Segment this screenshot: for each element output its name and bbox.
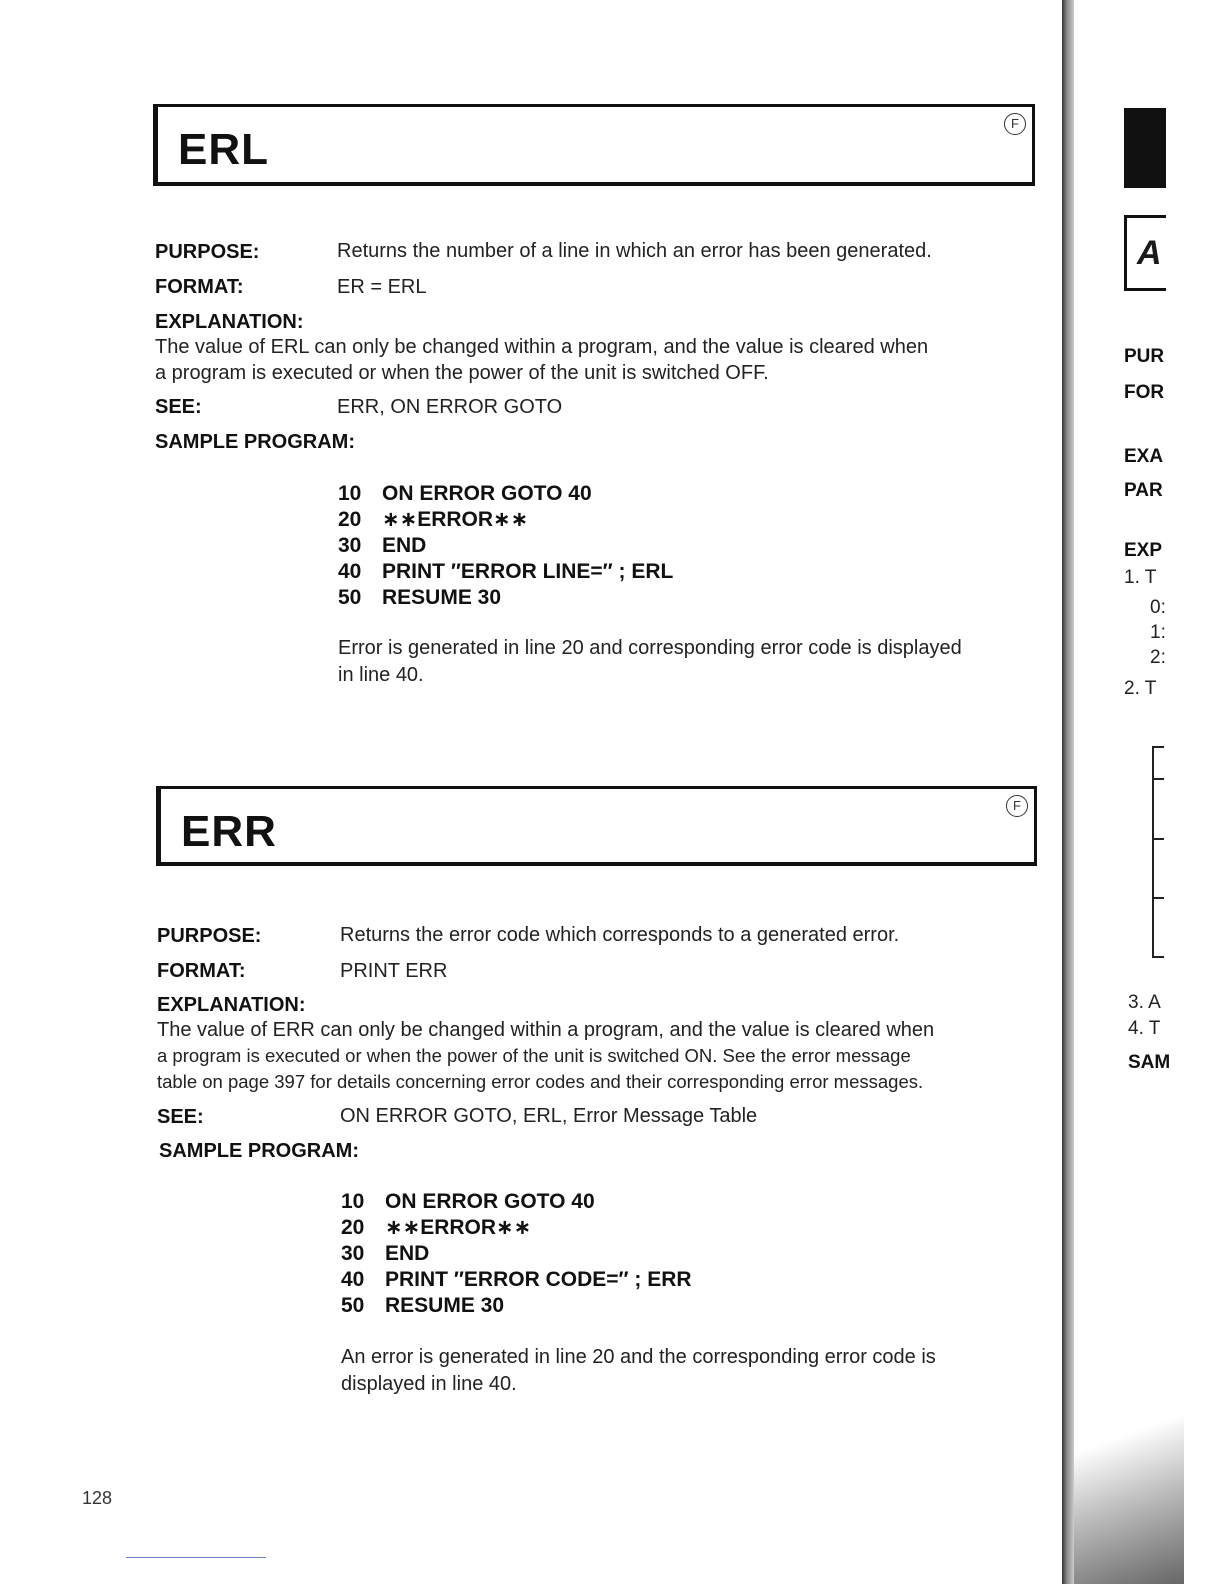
- erl-purpose-text: Returns the number of a line in which an error has been generated.: [337, 240, 932, 262]
- next-page-item: 3. A: [1128, 992, 1161, 1013]
- function-mark-icon: F: [1004, 113, 1026, 135]
- erl-see-label: SEE:: [155, 396, 202, 418]
- err-see-label: SEE:: [157, 1106, 204, 1128]
- erl-explanation-label: EXPLANATION:: [155, 311, 304, 333]
- erl-code-line: 10 ON ERROR GOTO 40: [338, 482, 592, 505]
- erl-title-box: [153, 104, 1035, 186]
- err-format-text: PRINT ERR: [340, 960, 448, 982]
- function-mark-icon: F: [1006, 795, 1028, 817]
- erl-format-text: ER = ERL: [337, 276, 427, 298]
- erl-see-text: ERR, ON ERROR GOTO: [337, 396, 563, 418]
- err-sample-label: SAMPLE PROGRAM:: [159, 1140, 359, 1162]
- erl-title: ERL: [178, 125, 269, 174]
- err-code-line: 10 ON ERROR GOTO 40: [341, 1190, 595, 1213]
- err-code-line: 30 END: [341, 1242, 430, 1265]
- erl-code-line: 30 END: [338, 534, 427, 557]
- next-page-title-box: [1124, 215, 1166, 291]
- next-page-diagram-tick: [1152, 897, 1164, 899]
- erl-code-line: 50 RESUME 30: [338, 586, 502, 609]
- err-purpose-text: Returns the error code which corresponds to a generated error.: [340, 924, 900, 946]
- err-purpose-label: PURPOSE:: [157, 925, 262, 947]
- err-see-text: ON ERROR GOTO, ERL, Error Message Table: [340, 1105, 758, 1127]
- next-page-item: 1:: [1150, 622, 1166, 643]
- page-number: 128: [82, 1488, 113, 1508]
- err-code-line: 20 ∗∗ERROR∗∗: [341, 1216, 532, 1239]
- err-explanation-label: EXPLANATION:: [157, 994, 306, 1016]
- next-page-label: FOR: [1124, 382, 1165, 403]
- erl-purpose-label: PURPOSE:: [155, 241, 260, 263]
- erl-explanation-line-2: a program is executed or when the power of the unit is switched OFF.: [155, 362, 769, 384]
- erl-code-line: 40 PRINT ″ERROR LINE=″ ; ERL: [338, 560, 674, 583]
- err-code-line: 50 RESUME 30: [341, 1294, 505, 1317]
- err-format-label: FORMAT:: [157, 960, 246, 982]
- next-page-label: EXA: [1124, 446, 1164, 467]
- erl-sample-label: SAMPLE PROGRAM:: [155, 431, 355, 453]
- next-page-diagram-tick: [1152, 838, 1164, 840]
- err-explanation-line-2: a program is executed or when the power of the unit is switched ON. See the error message: [157, 1045, 911, 1066]
- next-page-item: 2:: [1150, 647, 1166, 668]
- erl-explanation-line-1: The value of ERL can only be changed within a program, and the value is cleared when: [155, 336, 929, 358]
- book-spine-shadow: [1062, 0, 1074, 1584]
- next-page-item: 0:: [1150, 597, 1166, 618]
- erl-note-line-1: Error is generated in line 20 and corresponding error code is displayed: [338, 637, 962, 659]
- next-page-item: 2. T: [1124, 678, 1157, 699]
- err-title: ERR: [181, 807, 277, 856]
- next-page-diagram-tick: [1152, 778, 1164, 780]
- erl-code-line: 20 ∗∗ERROR∗∗: [338, 508, 529, 531]
- err-note-line-2: displayed in line 40.: [341, 1373, 517, 1395]
- err-explanation-line-3: table on page 397 for details concerning error codes and their corresponding error messages.: [157, 1071, 924, 1092]
- erl-format-label: FORMAT:: [155, 276, 244, 298]
- next-page-title-letter: A: [1137, 234, 1162, 272]
- footer-rule: [126, 1557, 266, 1558]
- err-note-line-1: An error is generated in line 20 and the corresponding error code is: [341, 1346, 936, 1368]
- next-page-item: 1. T: [1124, 567, 1157, 588]
- err-code-line: 40 PRINT ″ERROR CODE=″ ; ERR: [341, 1268, 692, 1291]
- book-spine-shadow: [1074, 1380, 1184, 1584]
- err-title-box: [156, 786, 1037, 866]
- erl-note-line-2: in line 40.: [338, 664, 424, 686]
- next-page-label: PUR: [1124, 346, 1165, 367]
- err-explanation-line-1: The value of ERR can only be changed within a program, and the value is cleared when: [157, 1019, 935, 1041]
- next-page-label: SAM: [1128, 1052, 1171, 1073]
- next-page-label: EXP: [1124, 540, 1163, 561]
- next-page-item: 4. T: [1128, 1018, 1161, 1039]
- next-page-label: PAR: [1124, 480, 1163, 501]
- next-page-title-bar: [1124, 108, 1166, 188]
